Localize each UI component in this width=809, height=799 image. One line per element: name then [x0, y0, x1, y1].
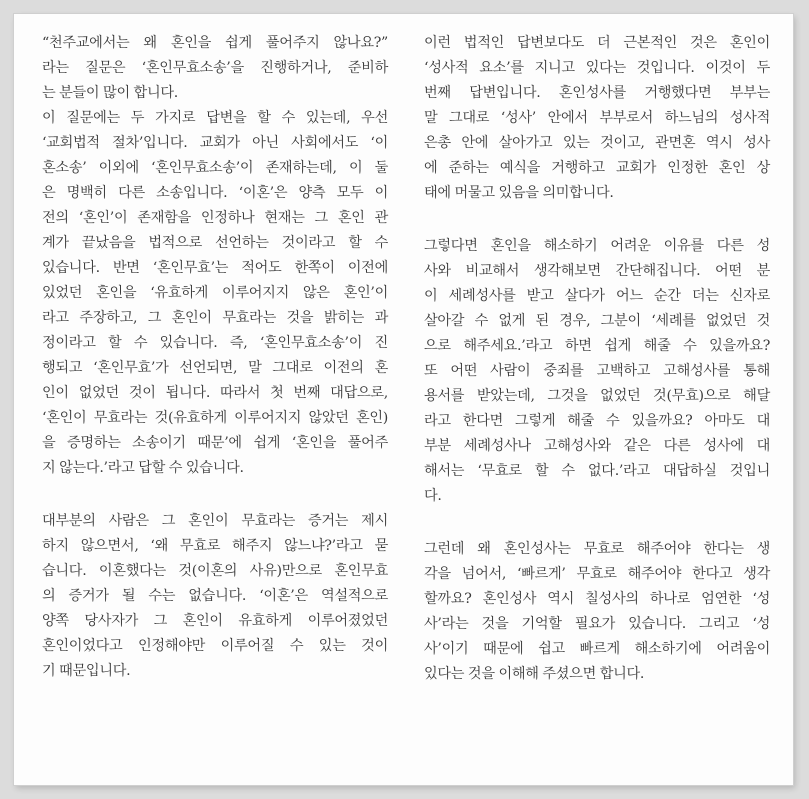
text-line: 사’라는 것을 기억할 필요가 있습니다. 그리고 ‘성 [424, 616, 770, 632]
paragraph [42, 509, 388, 684]
text-line: 는 분들이 많이 합니다. [42, 85, 178, 101]
text-line: 하지 않으면서, ‘왜 무효로 해주지 않느냐?’라고 묻 [42, 538, 388, 554]
text-line: 행되고 ‘혼인무효’가 선언되면, 말 그대로 이전의 혼 [42, 360, 388, 376]
paragraph [42, 31, 388, 106]
paragraph [42, 106, 388, 481]
text-line: 혼인이었다고 인정해야만 이루어질 수 있는 것이 [42, 638, 388, 654]
text-line: 있었던 혼인을 ‘유효하게 이루어지지 않은 혼인’이 [42, 285, 388, 301]
text-line: 용서를 받았는데, 그것을 없었던 것(무효)으로 해달 [424, 388, 770, 404]
text-line: 살아갈 수 없게 된 경우, 그분이 ‘세례를 없었던 것 [424, 313, 770, 329]
text-line: 그렇다면 혼인을 해소하기 어려운 이유를 다른 성 [424, 238, 770, 254]
text-line: 으로 해주세요.’라고 하면 쉽게 해줄 수 있을까요? [424, 338, 770, 354]
text-line: 라는 질문은 ‘혼인무효소송’을 진행하거나, 준비하 [42, 60, 388, 76]
text-line: 해서는 ‘무효로 할 수 없다.’라고 대답하실 것입니 [424, 463, 770, 479]
text-line: 기 때문입니다. [42, 663, 131, 679]
text-line: 또 어떤 사람이 중죄를 고백하고 고해성사를 통해 [424, 363, 770, 379]
text-line: 습니다. 이혼했다는 것(이혼의 사유)만으로 혼인무효 [42, 563, 388, 579]
text-line: 혼소송’ 이외에 ‘혼인무효소송’이 존재하는데, 이 둘 [42, 160, 388, 176]
text-line: 정이라고 할 수 있습니다. 즉, ‘혼인무효소송’이 진 [42, 335, 388, 351]
text-line: 부분 세례성사나 고해성사와 같은 다른 성사에 대 [424, 438, 770, 454]
text-line: 사와 비교해서 생각해보면 간단해집니다. 어떤 분 [424, 263, 770, 279]
text-line: ‘교회법적 절차’입니다. 교회가 아닌 사회에서도 ‘이 [42, 135, 388, 151]
text-line: 을 증명하는 소송이기 때문’에 쉽게 ‘혼인을 풀어주 [42, 435, 388, 451]
text-line: 있습니다. 반면 ‘혼인무효’는 적어도 한쪽이 이전에 [42, 260, 388, 276]
text-line: 번째 답변입니다. 혼인성사를 거행했다면 부부는 [424, 85, 770, 101]
text-line: 은총 안에 살아가고 있는 것이고, 관면혼 역시 성사 [424, 135, 770, 151]
text-line: ‘혼인이 무효라는 것(유효하게 이루어지지 않았던 혼인) [42, 410, 388, 426]
paragraph [424, 31, 770, 206]
text-line: 이 질문에는 두 가지로 답변을 할 수 있는데, 우선 [42, 110, 388, 126]
text-line: 의 증거가 될 수는 없습니다. ‘이혼’은 역설적으로 [42, 588, 388, 604]
right-column [424, 31, 770, 687]
text-line: 있다는 것을 이해해 주셨으면 합니다. [424, 666, 645, 682]
text-line: 태에 머물고 있음을 의미합니다. [424, 185, 614, 201]
text-line: 라고 한다면 그렇게 해줄 수 있을까요? 아마도 대 [424, 413, 770, 429]
text-line: 이 세례성사를 받고 살다가 어느 순간 더는 신자로 [424, 288, 770, 304]
text-line: 계가 끝났음을 법적으로 선언하는 것이라고 할 수 [42, 235, 388, 251]
text-line: 이런 법적인 답변보다도 더 근본적인 것은 혼인이 [424, 35, 770, 51]
text-line: 말 그대로 ‘성사’ 안에서 부부로서 하느님의 성사적 [424, 110, 770, 126]
text-line: 전의 ‘혼인’이 존재함을 인정하나 현재는 그 혼인 관 [42, 210, 388, 226]
text-line: 은 명백히 다른 소송입니다. ‘이혼’은 양측 모두 이 [42, 185, 388, 201]
text-line: 라고 주장하고, 그 혼인이 무효라는 것을 밝히는 과 [42, 310, 388, 326]
text-line: “천주교에서는 왜 혼인을 쉽게 풀어주지 않나요?” [42, 35, 388, 51]
text-line: 양쪽 당사자가 그 혼인이 유효하게 이루어졌었던 [42, 613, 388, 629]
text-line: 에 준하는 예식을 거행하고 교회가 인정한 혼인 상 [424, 160, 770, 176]
text-line: 대부분의 사람은 그 혼인이 무효라는 증거는 제시 [42, 513, 388, 529]
text-line: 각을 넘어서, ‘빠르게’ 무효로 해주어야 한다고 생각 [424, 566, 770, 582]
text-line: 그런데 왜 혼인성사는 무효로 해주어야 한다는 생 [424, 541, 770, 557]
document-page [14, 14, 793, 785]
paragraph [424, 537, 770, 687]
text-line: 인이 없었던 것이 됩니다. 따라서 첫 번째 대답으로, [42, 385, 388, 401]
left-column [42, 31, 388, 684]
text-line: 할까요? 혼인성사 역시 칠성사의 하나로 엄연한 ‘성 [424, 591, 770, 607]
text-line: ‘성사적 요소’를 지니고 있다는 것입니다. 이것이 두 [424, 60, 770, 76]
paragraph [424, 234, 770, 509]
text-line: 사’이기 때문에 쉽고 빠르게 해소하기에 어려움이 [424, 641, 770, 657]
text-line: 지 않는다.’라고 답할 수 있습니다. [42, 460, 244, 476]
text-line: 다. [424, 488, 442, 504]
